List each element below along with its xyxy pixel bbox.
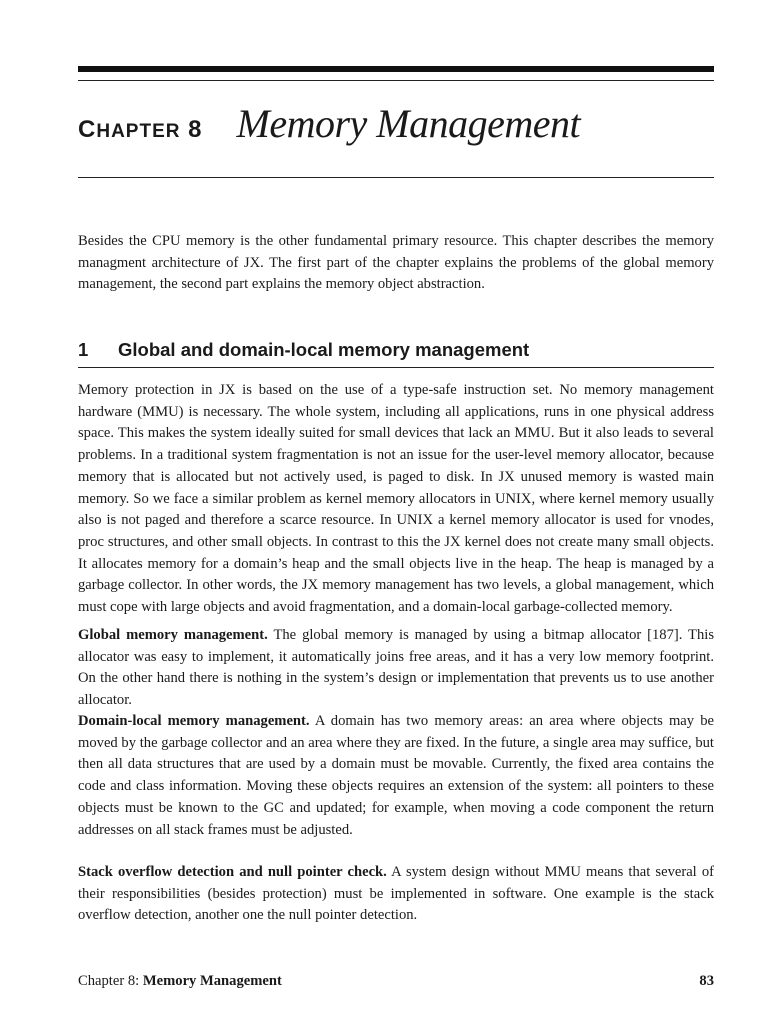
page-number: 83 bbox=[699, 973, 714, 989]
paragraph-text: A domain has two memory areas: an area where objects may be moved by the garbage collector and an area where they are fixed. In the future, a single area may suffice, but then all data structures that are used by a domain must be movable. Currently, the fixed area contains the code and class information. Moving these objects requires an extension of the system: all pointers to these objects must be known to the GC and updated; for example, when moving a code component the return addresses on all stack frames must be adjusted. bbox=[78, 713, 714, 838]
footer-chapter-prefix: Chapter 8: bbox=[78, 973, 140, 989]
chapter-label-rest: HAPTER bbox=[96, 121, 181, 142]
chapter-label-initial: C bbox=[78, 116, 97, 143]
run-in-heading: Domain-local memory management. bbox=[78, 713, 310, 729]
top-thick-rule bbox=[78, 66, 714, 72]
run-in-heading: Global memory management. bbox=[78, 627, 268, 643]
paragraph-text: A system design without MMU means that several of their responsibilities (besides protection) must be implemented in software. One example is the stack overflow detection, another one the null pointer detection. bbox=[78, 864, 714, 924]
intro-paragraph: Besides the CPU memory is the other fundamental primary resource. This chapter describes the memory managment architecture of JX. The first part of the chapter explains the problems of the global memory management, the second part explains the memory object abstraction. bbox=[78, 233, 714, 293]
footer-chapter-title: Memory Management bbox=[142, 973, 282, 989]
chapter-number: 8 bbox=[188, 116, 203, 143]
run-in-heading: Stack overflow detection and null pointer check. bbox=[78, 864, 387, 880]
top-thin-rule bbox=[78, 80, 714, 81]
section-heading bbox=[78, 339, 714, 361]
paragraph-domain-local-memory bbox=[78, 711, 714, 841]
section-number: 1 bbox=[78, 339, 89, 360]
paragraph-global-memory bbox=[78, 625, 714, 712]
page-footer bbox=[78, 973, 714, 990]
chapter-label bbox=[78, 116, 203, 144]
section-title: Global and domain-local memory management bbox=[118, 339, 530, 360]
chapter-heading bbox=[78, 100, 714, 160]
paragraph-memory-protection: Memory protection in JX is based on the use of a type-safe instruction set. No memory management hardware (MMU) is necessary. The whole system, including all applications, runs in one physical address space. This makes the system ideally suited for small devices that lack an MMU. But it also leads to several problems. In a traditional system fragmentation is not an issue for the user-level memory allocator, because memory that is allocated but not actively used, is paged to disk. In JX unused memory is wasted main memory. So we face a similar problem as kernel memory allocators in UNIX, where kernel memory usually also is not paged and therefore a scarce resource. In UNIX a kernel memory allocator is used for vnodes, proc structures, and other small objects. In contrast to this the JX kernel does not create many small objects. It allocates memory for a domain’s heap and the small objects live in the heap. The heap is managed by a garbage collector. In other words, the JX memory management has two levels, a global management, which must cope with large objects and avoid fragmentation, and a domain-local garbage-collected memory. bbox=[78, 382, 714, 616]
section-rule bbox=[78, 367, 714, 368]
paragraph-text: The global memory is managed by using a bitmap allocator [187]. This allocator was easy to implement, it automatically joins free areas, and it has a very low memory footprint. On the other hand there is nothing in the system’s design or implementation that prevents us to use another allocator. bbox=[78, 627, 715, 709]
footer-running-title bbox=[78, 973, 282, 990]
paragraph-stack-overflow bbox=[78, 862, 714, 927]
chapter-bottom-rule bbox=[78, 177, 714, 178]
chapter-title: Memory Management bbox=[236, 101, 581, 146]
